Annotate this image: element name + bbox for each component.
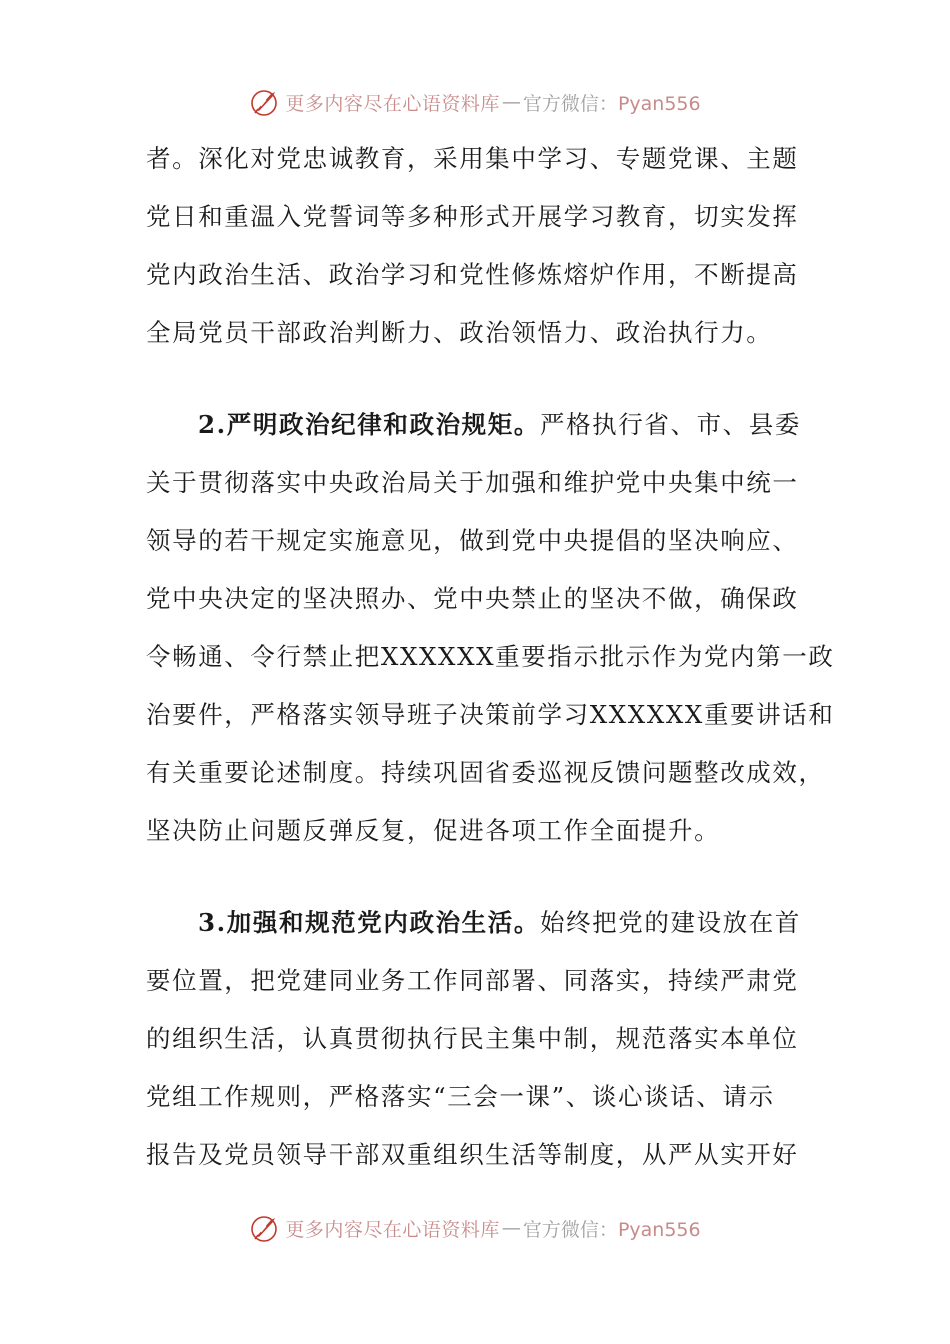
- text-line: 领导的若干规定实施意见，做到党中央提倡的坚决响应、: [146, 526, 799, 555]
- paragraph-first-line: [146, 396, 806, 454]
- paragraph-first-line: [146, 894, 806, 952]
- heading-line-rest: 始终把党的建设放在首: [539, 908, 801, 937]
- watermark-contact-handle: Pyan556: [617, 92, 701, 115]
- text-line: 有关重要论述制度。持续巩固省委巡视反馈问题整改成效，: [146, 758, 825, 787]
- text-line: 治要件，严格落实领导班子决策前学习XXXXXX重要讲话和: [146, 700, 835, 729]
- text-line: 关于贯彻落实中央政治局关于加强和维护党中央集中统一: [146, 468, 799, 497]
- watermark-contact-handle: Pyan556: [617, 1218, 701, 1241]
- watermark-main-text: 更多内容尽在心语资料库: [285, 92, 500, 115]
- heading-line-rest: 严格执行省、市、县委: [539, 410, 801, 439]
- section-heading: 3.加强和规范党内政治生活。: [198, 908, 540, 937]
- watermark-separator: —: [501, 91, 521, 113]
- watermark-main-text: 更多内容尽在心语资料库: [285, 1218, 500, 1241]
- text-line: 党中央决定的坚决照办、党中央禁止的坚决不做，确保政: [146, 584, 799, 613]
- footer-watermark: [0, 1208, 950, 1248]
- quill-pen-logo-icon: [249, 1212, 281, 1244]
- quill-pen-logo-icon: [249, 86, 281, 118]
- text-line: 党日和重温入党誓词等多种形式开展学习教育，切实发挥: [146, 202, 799, 231]
- paragraph-2: [146, 396, 835, 860]
- watermark-contact-label: 官方微信：: [522, 92, 618, 115]
- text-line: 的组织生活，认真贯彻执行民主集中制，规范落实本单位: [146, 1024, 799, 1053]
- text-line: 党内政治生活、政治学习和党性修炼熔炉作用，不断提高: [146, 260, 799, 289]
- text-line: 者。深化对党忠诚教育，采用集中学习、专题党课、主题: [146, 144, 799, 173]
- text-line: 报告及党员领导干部双重组织生活等制度，从严从实开好: [146, 1140, 799, 1169]
- paragraph-3: [146, 894, 806, 1184]
- watermark-contact-label: 官方微信：: [522, 1218, 618, 1241]
- document-body: [146, 130, 835, 1184]
- paragraph-1: [146, 130, 806, 362]
- watermark-contact: [523, 89, 701, 116]
- watermark-separator: —: [501, 1217, 521, 1239]
- text-line: 党组工作规则，严格落实“三会一课”、谈心谈话、请示: [146, 1082, 775, 1111]
- header-watermark: [0, 82, 950, 122]
- text-line: 令畅通、令行禁止把XXXXXX重要指示批示作为党内第一政: [146, 642, 835, 671]
- text-line: 要位置，把党建同业务工作同部署、同落实，持续严肃党: [146, 966, 799, 995]
- section-heading: 2.严明政治纪律和政治规矩。: [198, 410, 540, 439]
- watermark-contact: [523, 1215, 701, 1242]
- text-line: 全局党员干部政治判断力、政治领悟力、政治执行力。: [146, 318, 773, 347]
- text-line: 坚决防止问题反弹反复，促进各项工作全面提升。: [146, 816, 721, 845]
